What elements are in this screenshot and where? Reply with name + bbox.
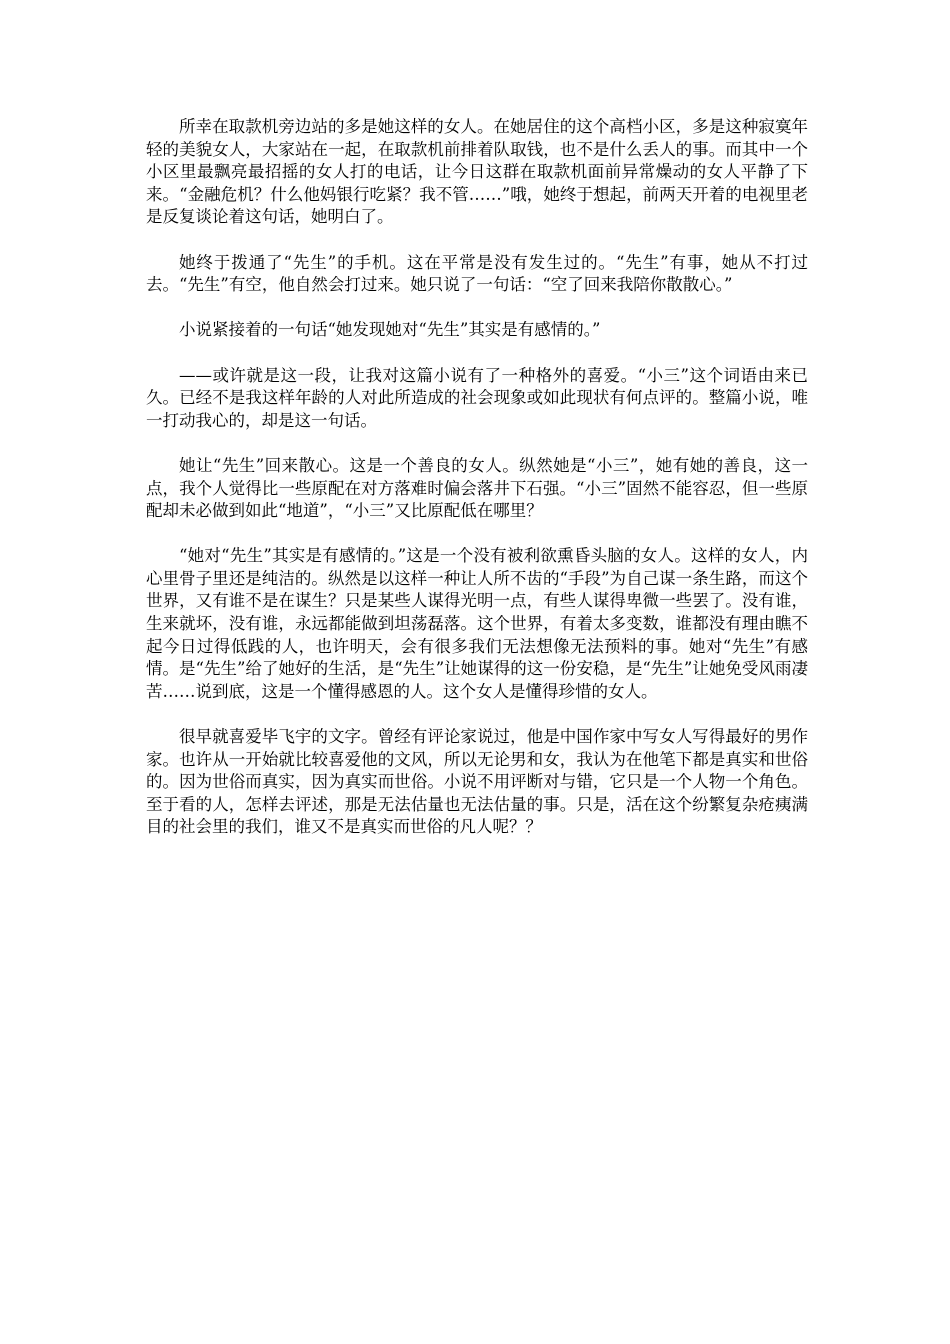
paragraph-4: ——或许就是这一段，让我对这篇小说有了一种格外的喜爱。“小三”这个词语由来已久。已经不是我这样年龄的人对此所造成的社会现象或如此现状有何点评的。整篇小说，唯一打动我心的，却是这一句话。 bbox=[146, 365, 808, 430]
paragraph-7: 很早就喜爱毕飞宇的文字。曾经有评论家说过，他是中国作家中写女人写得最好的男作家。也许从一开始就比较喜爱他的文风，所以无论男和女，我认为在他笔下都是真实和世俗的。因为世俗而真实，因为真实而世俗。小说不用评断对与错，它只是一个人物一个角色。至于看的人，怎样去评述，那是无法估量也无法估量的事。只是，活在这个纷繁复杂疮痍满目的社会里的我们，谁又不是真实而世俗的凡人呢？？ bbox=[146, 727, 808, 837]
paragraph-5: 她让“先生”回来散心。这是一个善良的女人。纵然她是“小三”，她有她的善良，这一点，我个人觉得比一些原配在对方落难时偏会落井下石强。“小三”固然不能容忍，但一些原配却未必做到如此“地道”，“小三”又比原配低在哪里？ bbox=[146, 455, 808, 521]
paragraph-1: 所幸在取款机旁边站的多是她这样的女人。在她居住的这个高档小区，多是这种寂寞年轻的美貌女人，大家站在一起，在取款机前排着队取钱，也不是什么丢人的事。而其中一个小区里最飘亮最招摇的女人打的电话，让今日这群在取款机面前异常燥动的女人平静了下来。“金融危机？什么他妈银行吃紧？我不管……”哦，她终于想起，前两天开着的电视里老是反复谈论着这句话，她明白了。 bbox=[146, 117, 808, 227]
paragraph-6: “她对“先生”其实是有感情的。”这是一个没有被利欲熏昏头脑的女人。这样的女人，内心里骨子里还是纯洁的。纵然是以这样一种让人所不齿的“手段”为自己谋一条生路，而这个世界，又有谁不是在谋生？只是某些人谋得光明一点，有些人谋得卑微一些罢了。没有谁，生来就坏，没有谁，永远都能做到坦荡磊落。这个世界，有着太多变数，谁都没有理由瞧不起今日过得低践的人，也许明天，会有很多我们无法想像无法预料的事。她对“先生”有感情。是“先生”给了她好的生活，是“先生”让她谋得的这一份安稳，是“先生”让她免受风雨凄苦……说到底，这是一个懂得感恩的人。这个女人是懂得珍惜的女人。 bbox=[146, 546, 808, 701]
document-body bbox=[146, 116, 808, 862]
paragraph-3: 小说紧接着的一句话“她发现她对“先生”其实是有感情的。” bbox=[179, 320, 601, 340]
paragraph-2: 她终于拨通了“先生”的手机。这在平常是没有发生过的。“先生”有事，她从不打过去。“先生”有空，他自然会打过来。她只说了一句话：“空了回来我陪你散散心。” bbox=[146, 252, 808, 295]
